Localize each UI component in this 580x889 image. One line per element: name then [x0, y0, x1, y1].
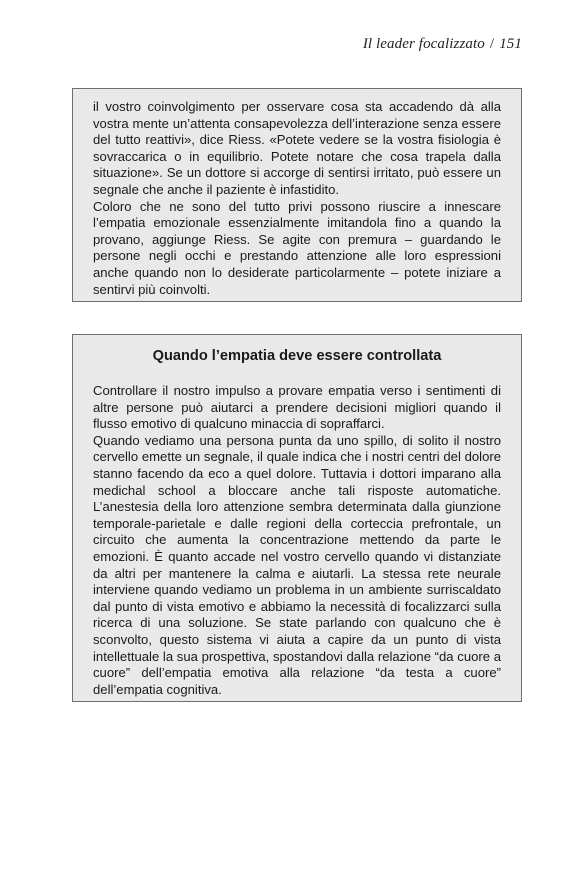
- box2-paragraph-1: Controllare il nostro impulso a provare empatia verso i sentimenti di altre persone può aiutarci a prendere decisioni migliori quando il flusso emotivo di qualcuno minaccia di sopraffarci.: [93, 383, 501, 432]
- box1-paragraph-2: Coloro che ne sono del tutto privi possono riuscire a innescare l’empatia emozionale essenzialmente imitandola fino a quando la provano, aggiunge Riess. Se agite con premura – guardando le persone negli occhi e prestando attenzione alle loro espressioni anche quando non lo desiderate particolarmente – potete iniziare a sentirvi più coinvolti.: [93, 198, 501, 297]
- running-header: [363, 36, 522, 53]
- continued-text-box: [72, 88, 522, 302]
- empathy-control-box: [72, 334, 522, 702]
- page-number: 151: [499, 36, 522, 52]
- box1-paragraph-1: il vostro coinvolgimento per osservare cosa sta accadendo dà alla vostra mente un’attenta consapevolezza dell’interazione senza essere del tutto reattivi», dice Riess. «Potete vedere se la vostra fisiologia è sovraccarica o in equilibrio. Potete notare che cosa trapela dalla situazione». Se un dottore si accorge di sentirsi irritato, può essere un segnale che anche il paziente è infastidito.: [93, 99, 501, 197]
- box2-paragraph-2: Quando vediamo una persona punta da uno spillo, di solito il nostro cervello emette un segnale, il quale indica che i nostri centri del dolore stanno facendo da eco a quel dolore. Tuttavia i dottori imparano alla medichal school a bloccare anche tali risposte automatiche. L’anestesia della loro attenzione sembra determinata dalla giunzione temporale-parietale e dalle regioni della corteccia prefrontale, un circuito che aumenta la concentrazione mettendo da parte le emozioni. È quanto accade nel vostro cervello quando vi distanziate da altri per mantenere la calma e aiutarli. La stessa rete neurale interviene quando vediamo un problema in un ambiente surriscaldato dal punto di vista emotivo e abbiamo la necessità di focalizzarci sulla ricerca di una soluzione. Se state parlando con qualcuno che è sconvolto, questo sistema vi aiuta a capire da un punto di vista intellettuale la sua prospettiva, spostandovi dalla relazione “da cuore a cuore” dell’empatia emotiva alla relazione “da testa a cuore” dell’empatia cognitiva.: [93, 432, 501, 697]
- book-title: Il leader focalizzato: [362, 36, 485, 52]
- box2-title: Quando l’empatia deve essere controllata: [152, 348, 442, 364]
- header-separator: /: [489, 36, 495, 52]
